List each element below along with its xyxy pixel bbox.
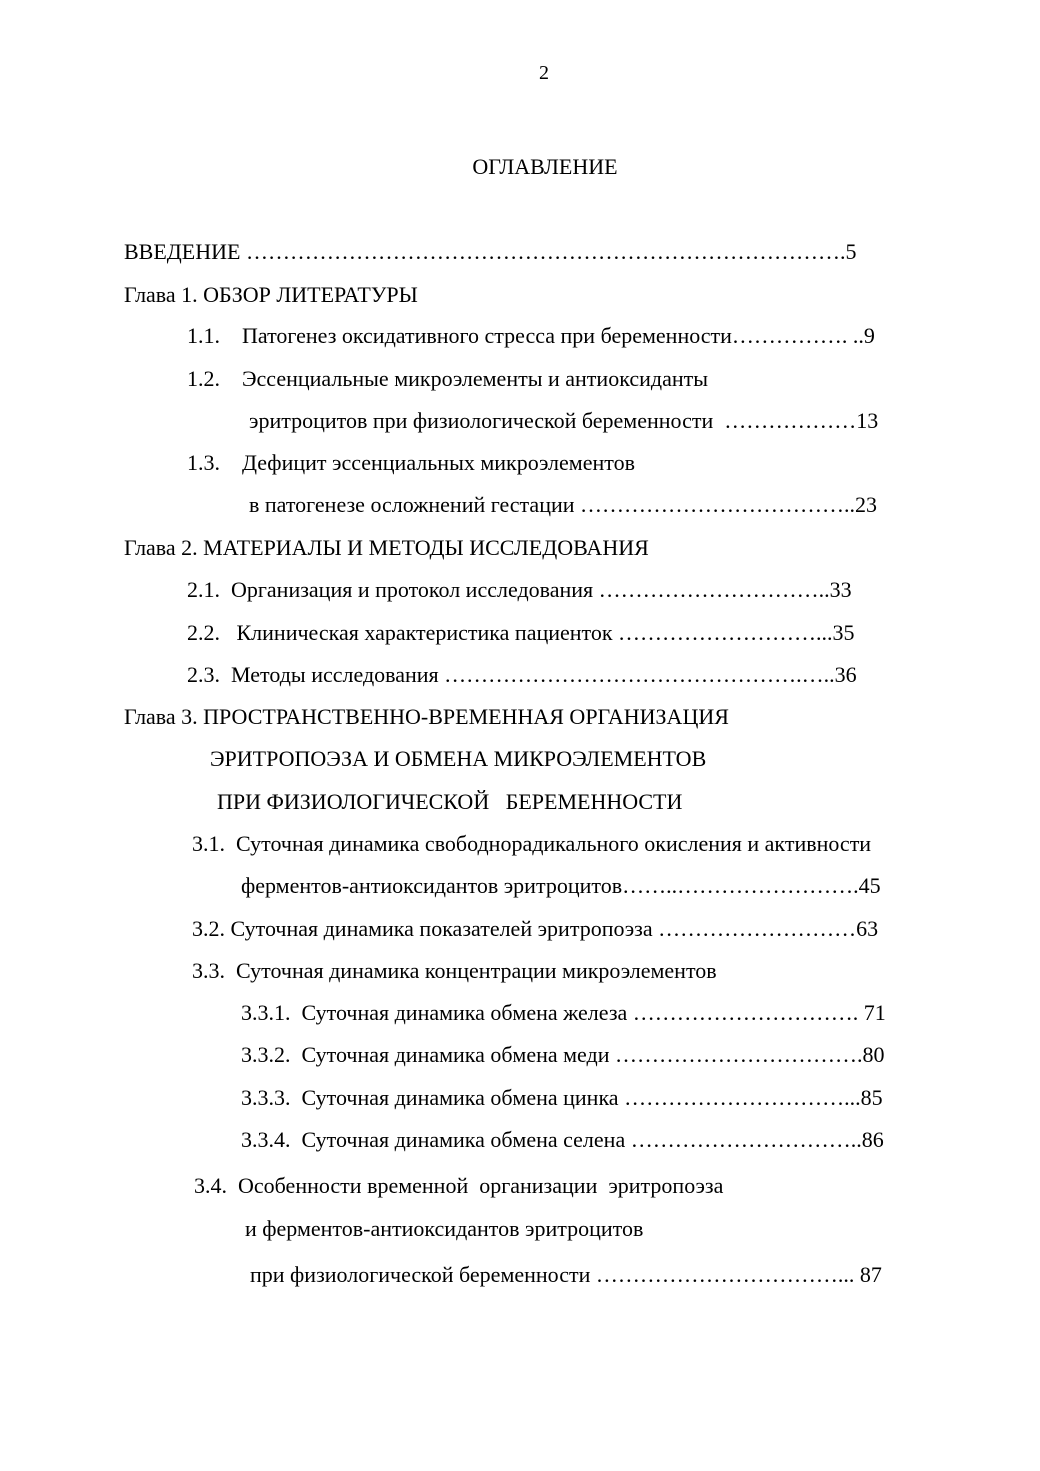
toc-entry-3-1: 3.1. Суточная динамика свободнорадикального окисления и активности [192,831,872,856]
toc-title: ОГЛАВЛЕНИЕ [472,154,618,179]
toc-entry-introduction: ВВЕДЕНИЕ ……………………………………………………………………….5 [124,239,857,264]
toc-chapter-2: Глава 2. МАТЕРИАЛЫ И МЕТОДЫ ИССЛЕДОВАНИЯ [124,535,649,560]
page-number: 2 [539,62,549,84]
toc-entry-1-3-cont: в патогенезе осложнений гестации ………………………………..23 [249,492,878,517]
toc-entry-1-3: 1.3. Дефицит эссенциальных микроэлементов [187,450,635,475]
toc-entry-3-4-cont-1: и ферментов-антиоксидантов эритроцитов [245,1216,644,1241]
toc-entry-3-3-3: 3.3.3. Суточная динамика обмена цинка …………………………...85 [241,1085,883,1110]
toc-entry-3-3-1: 3.3.1. Суточная динамика обмена железа …………………………. 71 [241,1000,886,1025]
toc-entry-1-2-cont: эритроцитов при физиологической беременности ………………13 [249,408,879,433]
toc-chapter-3: Глава 3. ПРОСТРАНСТВЕННО-ВРЕМЕННАЯ ОРГАНИЗАЦИЯ [124,704,729,729]
toc-entry-3-2: 3.2. Суточная динамика показателей эритропоэза ………………………63 [192,916,879,941]
toc-entry-3-3-2: 3.3.2. Суточная динамика обмена меди …………………………….80 [241,1042,885,1067]
toc-chapter-3-cont-1: ЭРИТРОПОЭЗА И ОБМЕНА МИКРОЭЛЕМЕНТОВ [210,746,707,771]
toc-entry-3-4-cont-2: при физиологической беременности ……………………………... 87 [250,1262,882,1287]
toc-entry-1-1: 1.1. Патогенез оксидативного стресса при беременности……………. ..9 [187,323,875,348]
toc-entry-3-4: 3.4. Особенности временной организации эритропоэза [194,1173,724,1198]
toc-entry-2-2: 2.2. Клиническая характеристика пациенток ………………………...35 [187,620,855,645]
toc-entry-3-1-cont: ферментов-антиоксидантов эритроцитов……..…………………….45 [241,873,881,898]
toc-entry-1-2: 1.2. Эссенциальные микроэлементы и антиоксиданты [187,366,708,391]
toc-entry-2-3: 2.3. Методы исследования ………………………………………….…..36 [187,662,857,687]
toc-entry-3-3: 3.3. Суточная динамика концентрации микроэлементов [192,958,717,983]
toc-chapter-1: Глава 1. ОБЗОР ЛИТЕРАТУРЫ [124,282,418,307]
toc-chapter-3-cont-2: ПРИ ФИЗИОЛОГИЧЕСКОЙ БЕРЕМЕННОСТИ [217,789,683,814]
toc-entry-2-1: 2.1. Организация и протокол исследования …………………………..33 [187,577,852,602]
toc-entry-3-3-4: 3.3.4. Суточная динамика обмена селена …………………………..86 [241,1127,884,1152]
